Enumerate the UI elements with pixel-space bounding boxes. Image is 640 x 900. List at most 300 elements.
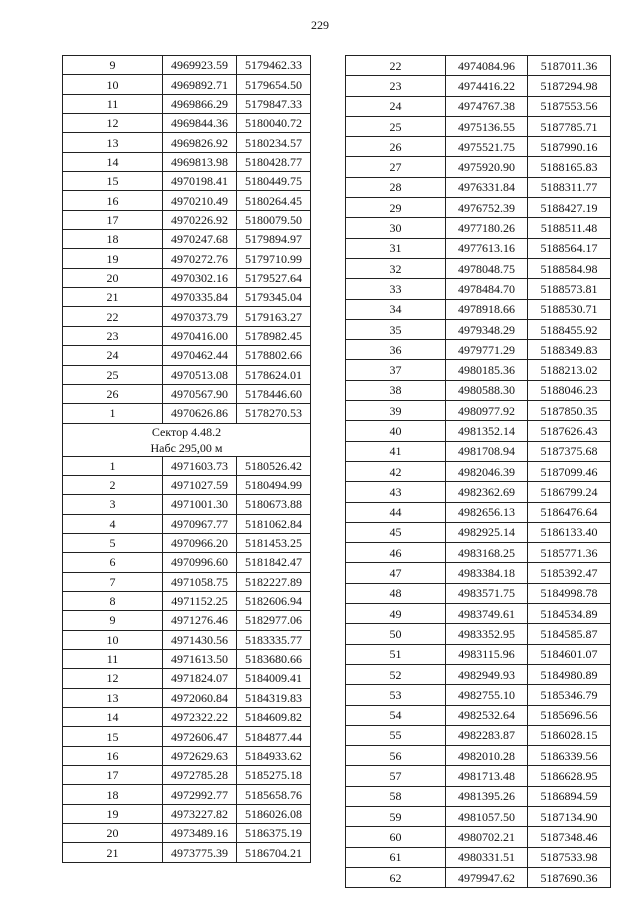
y-coordinate: 5178802.66 — [237, 346, 311, 365]
x-coordinate: 4970416.00 — [163, 326, 237, 345]
y-coordinate: 5188165.83 — [528, 157, 611, 177]
table-row — [346, 766, 611, 786]
table-row — [346, 96, 611, 116]
y-coordinate: 5186339.56 — [528, 746, 611, 766]
y-coordinate: 5188564.17 — [528, 238, 611, 258]
point-number: 14 — [63, 152, 163, 171]
y-coordinate: 5188349.83 — [528, 340, 611, 360]
x-coordinate: 4970335.84 — [163, 288, 237, 307]
point-number: 36 — [346, 340, 446, 360]
x-coordinate: 4971276.46 — [163, 611, 237, 630]
table-row — [63, 804, 311, 823]
table-row — [63, 114, 311, 133]
y-coordinate: 5185696.56 — [528, 705, 611, 725]
x-coordinate: 4982656.13 — [446, 502, 528, 522]
table-row — [63, 611, 311, 630]
point-number: 46 — [346, 543, 446, 563]
x-coordinate: 4974416.22 — [446, 76, 528, 96]
y-coordinate: 5180673.88 — [237, 495, 311, 514]
table-row — [63, 326, 311, 345]
table-row — [63, 456, 311, 475]
table-row — [346, 218, 611, 238]
y-coordinate: 5185392.47 — [528, 563, 611, 583]
y-coordinate: 5187990.16 — [528, 137, 611, 157]
point-number: 45 — [346, 522, 446, 542]
coordinates-table-left — [62, 55, 311, 863]
table-row — [63, 191, 311, 210]
table-row — [346, 116, 611, 136]
x-coordinate: 4976752.39 — [446, 198, 528, 218]
x-coordinate: 4979771.29 — [446, 340, 528, 360]
table-row — [63, 75, 311, 94]
x-coordinate: 4982949.93 — [446, 664, 528, 684]
table-row — [346, 482, 611, 502]
y-coordinate: 5187099.46 — [528, 461, 611, 481]
point-number: 7 — [63, 572, 163, 591]
table-row — [63, 288, 311, 307]
point-number: 55 — [346, 725, 446, 745]
y-coordinate: 5188046.23 — [528, 380, 611, 400]
table-row — [63, 152, 311, 171]
point-number: 29 — [346, 198, 446, 218]
y-coordinate: 5183680.66 — [237, 649, 311, 668]
y-coordinate: 5186133.40 — [528, 522, 611, 542]
point-number: 26 — [346, 137, 446, 157]
y-coordinate: 5187690.36 — [528, 867, 611, 887]
table-row — [346, 806, 611, 826]
point-number: 53 — [346, 685, 446, 705]
x-coordinate: 4978484.70 — [446, 279, 528, 299]
y-coordinate: 5184933.62 — [237, 746, 311, 765]
point-number: 57 — [346, 766, 446, 786]
x-coordinate: 4969892.71 — [163, 75, 237, 94]
point-number: 28 — [346, 177, 446, 197]
x-coordinate: 4974767.38 — [446, 96, 528, 116]
point-number: 30 — [346, 218, 446, 238]
x-coordinate: 4983168.25 — [446, 543, 528, 563]
table-row — [346, 563, 611, 583]
point-number: 22 — [63, 307, 163, 326]
x-coordinate: 4978048.75 — [446, 258, 528, 278]
point-number: 10 — [63, 75, 163, 94]
y-coordinate: 5180264.45 — [237, 191, 311, 210]
x-coordinate: 4981395.26 — [446, 786, 528, 806]
table-row — [63, 746, 311, 765]
point-number: 17 — [63, 766, 163, 785]
table-row — [63, 268, 311, 287]
y-coordinate: 5180526.42 — [237, 456, 311, 475]
y-coordinate: 5186476.64 — [528, 502, 611, 522]
y-coordinate: 5179847.33 — [237, 94, 311, 113]
table-row — [346, 157, 611, 177]
table-row — [346, 360, 611, 380]
x-coordinate: 4974084.96 — [446, 56, 528, 76]
y-coordinate: 5187553.56 — [528, 96, 611, 116]
table-row — [346, 198, 611, 218]
x-coordinate: 4977613.16 — [446, 238, 528, 258]
y-coordinate: 5179163.27 — [237, 307, 311, 326]
table-row — [63, 307, 311, 326]
point-number: 62 — [346, 867, 446, 887]
x-coordinate: 4983571.75 — [446, 583, 528, 603]
y-coordinate: 5182606.94 — [237, 591, 311, 610]
x-coordinate: 4971603.73 — [163, 456, 237, 475]
x-coordinate: 4980331.51 — [446, 847, 528, 867]
point-number: 20 — [63, 268, 163, 287]
table-row — [346, 583, 611, 603]
point-number: 26 — [63, 384, 163, 403]
point-number: 44 — [346, 502, 446, 522]
y-coordinate: 5182977.06 — [237, 611, 311, 630]
table-row — [63, 533, 311, 552]
y-coordinate: 5179654.50 — [237, 75, 311, 94]
point-number: 22 — [346, 56, 446, 76]
table-row — [63, 384, 311, 403]
table-row — [63, 514, 311, 533]
x-coordinate: 4975521.75 — [446, 137, 528, 157]
x-coordinate: 4972785.28 — [163, 766, 237, 785]
x-coordinate: 4970966.20 — [163, 533, 237, 552]
table-row — [346, 461, 611, 481]
table-row — [63, 56, 311, 75]
point-number: 32 — [346, 258, 446, 278]
x-coordinate: 4981713.48 — [446, 766, 528, 786]
y-coordinate: 5186894.59 — [528, 786, 611, 806]
y-coordinate: 5188573.81 — [528, 279, 611, 299]
point-number: 5 — [63, 533, 163, 552]
point-number: 18 — [63, 230, 163, 249]
point-number: 31 — [346, 238, 446, 258]
x-coordinate: 4982010.28 — [446, 746, 528, 766]
table-row — [346, 238, 611, 258]
point-number: 6 — [63, 553, 163, 572]
x-coordinate: 4980702.21 — [446, 827, 528, 847]
point-number: 4 — [63, 514, 163, 533]
x-coordinate: 4982046.39 — [446, 461, 528, 481]
point-number: 56 — [346, 746, 446, 766]
y-coordinate: 5179894.97 — [237, 230, 311, 249]
x-coordinate: 4971152.25 — [163, 591, 237, 610]
x-coordinate: 4982532.64 — [446, 705, 528, 725]
x-coordinate: 4982283.87 — [446, 725, 528, 745]
x-coordinate: 4971824.07 — [163, 669, 237, 688]
point-number: 61 — [346, 847, 446, 867]
point-number: 12 — [63, 114, 163, 133]
point-number: 15 — [63, 727, 163, 746]
point-number: 37 — [346, 360, 446, 380]
x-coordinate: 4970996.60 — [163, 553, 237, 572]
table-row — [346, 543, 611, 563]
point-number: 34 — [346, 299, 446, 319]
x-coordinate: 4981057.50 — [446, 806, 528, 826]
point-number: 24 — [63, 346, 163, 365]
table-row — [63, 591, 311, 610]
x-coordinate: 4981352.14 — [446, 421, 528, 441]
point-number: 50 — [346, 624, 446, 644]
x-coordinate: 4982925.14 — [446, 522, 528, 542]
y-coordinate: 5179710.99 — [237, 249, 311, 268]
table-row — [346, 664, 611, 684]
x-coordinate: 4979348.29 — [446, 319, 528, 339]
x-coordinate: 4972060.84 — [163, 688, 237, 707]
point-number: 59 — [346, 806, 446, 826]
y-coordinate: 5187533.98 — [528, 847, 611, 867]
point-number: 1 — [63, 456, 163, 475]
x-coordinate: 4970513.08 — [163, 365, 237, 384]
y-coordinate: 5182227.89 — [237, 572, 311, 591]
table-row — [346, 604, 611, 624]
table-row — [63, 230, 311, 249]
table-row — [346, 441, 611, 461]
table-row — [63, 824, 311, 843]
y-coordinate: 5186704.21 — [237, 843, 311, 862]
point-number: 54 — [346, 705, 446, 725]
y-coordinate: 5187785.71 — [528, 116, 611, 136]
x-coordinate: 4973227.82 — [163, 804, 237, 823]
x-coordinate: 4970247.68 — [163, 230, 237, 249]
point-number: 60 — [346, 827, 446, 847]
table-row — [346, 258, 611, 278]
x-coordinate: 4969813.98 — [163, 152, 237, 171]
table-row — [346, 847, 611, 867]
table-row — [346, 705, 611, 725]
table-row — [346, 401, 611, 421]
table-row — [63, 94, 311, 113]
table-row — [63, 649, 311, 668]
table-row — [63, 475, 311, 494]
y-coordinate: 5187134.90 — [528, 806, 611, 826]
y-coordinate: 5188427.19 — [528, 198, 611, 218]
x-coordinate: 4971027.59 — [163, 475, 237, 494]
y-coordinate: 5185275.18 — [237, 766, 311, 785]
table-row — [63, 630, 311, 649]
point-number: 19 — [63, 249, 163, 268]
y-coordinate: 5188311.77 — [528, 177, 611, 197]
y-coordinate: 5181062.84 — [237, 514, 311, 533]
x-coordinate: 4972322.22 — [163, 708, 237, 727]
point-number: 1 — [63, 404, 163, 423]
table-row — [63, 688, 311, 707]
point-number: 43 — [346, 482, 446, 502]
table-row — [346, 137, 611, 157]
point-number: 23 — [63, 326, 163, 345]
y-coordinate: 5180449.75 — [237, 172, 311, 191]
x-coordinate: 4975920.90 — [446, 157, 528, 177]
point-number: 21 — [63, 288, 163, 307]
page-number: 229 — [311, 18, 329, 32]
y-coordinate: 5178446.60 — [237, 384, 311, 403]
y-coordinate: 5185346.79 — [528, 685, 611, 705]
table-row — [346, 76, 611, 96]
y-coordinate: 5181842.47 — [237, 553, 311, 572]
y-coordinate: 5180428.77 — [237, 152, 311, 171]
point-number: 15 — [63, 172, 163, 191]
point-number: 35 — [346, 319, 446, 339]
x-coordinate: 4969844.36 — [163, 114, 237, 133]
x-coordinate: 4983115.96 — [446, 644, 528, 664]
y-coordinate: 5188511.48 — [528, 218, 611, 238]
table-row — [346, 522, 611, 542]
table-row — [346, 502, 611, 522]
point-number: 20 — [63, 824, 163, 843]
y-coordinate: 5184601.07 — [528, 644, 611, 664]
x-coordinate: 4970302.16 — [163, 268, 237, 287]
table-row — [63, 404, 311, 423]
y-coordinate: 5180234.57 — [237, 133, 311, 152]
table-row — [63, 172, 311, 191]
point-number: 48 — [346, 583, 446, 603]
y-coordinate: 5179527.64 — [237, 268, 311, 287]
y-coordinate: 5184998.78 — [528, 583, 611, 603]
sector-title: Сектор 4.48.2 — [151, 424, 222, 439]
x-coordinate: 4970967.77 — [163, 514, 237, 533]
table-row — [346, 644, 611, 664]
y-coordinate: 5180040.72 — [237, 114, 311, 133]
table-row — [63, 708, 311, 727]
table-row — [346, 725, 611, 745]
table-row — [346, 279, 611, 299]
table-row — [346, 56, 611, 76]
table-row — [346, 786, 611, 806]
x-coordinate: 4980588.30 — [446, 380, 528, 400]
point-number: 40 — [346, 421, 446, 441]
y-coordinate: 5185658.76 — [237, 785, 311, 804]
table-row — [63, 365, 311, 384]
x-coordinate: 4972992.77 — [163, 785, 237, 804]
y-coordinate: 5184609.82 — [237, 708, 311, 727]
x-coordinate: 4975136.55 — [446, 116, 528, 136]
x-coordinate: 4976331.84 — [446, 177, 528, 197]
y-coordinate: 5187375.68 — [528, 441, 611, 461]
y-coordinate: 5184877.44 — [237, 727, 311, 746]
point-number: 25 — [346, 116, 446, 136]
table-row — [346, 746, 611, 766]
table-row — [346, 319, 611, 339]
y-coordinate: 5185771.36 — [528, 543, 611, 563]
point-number: 27 — [346, 157, 446, 177]
y-coordinate: 5184585.87 — [528, 624, 611, 644]
x-coordinate: 4982362.69 — [446, 482, 528, 502]
y-coordinate: 5187011.36 — [528, 56, 611, 76]
x-coordinate: 4971430.56 — [163, 630, 237, 649]
x-coordinate: 4977180.26 — [446, 218, 528, 238]
x-coordinate: 4970626.86 — [163, 404, 237, 423]
table-row — [63, 553, 311, 572]
x-coordinate: 4971058.75 — [163, 572, 237, 591]
table-row — [346, 624, 611, 644]
x-coordinate: 4969826.92 — [163, 133, 237, 152]
x-coordinate: 4983749.61 — [446, 604, 528, 624]
x-coordinate: 4970272.76 — [163, 249, 237, 268]
x-coordinate: 4980185.36 — [446, 360, 528, 380]
table-row — [63, 785, 311, 804]
y-coordinate: 5186628.95 — [528, 766, 611, 786]
y-coordinate: 5187626.43 — [528, 421, 611, 441]
x-coordinate: 4973489.16 — [163, 824, 237, 843]
x-coordinate: 4972606.47 — [163, 727, 237, 746]
y-coordinate: 5186028.15 — [528, 725, 611, 745]
sector-header-row — [63, 423, 311, 456]
table-row — [346, 340, 611, 360]
point-number: 38 — [346, 380, 446, 400]
point-number: 41 — [346, 441, 446, 461]
x-coordinate: 4970210.49 — [163, 191, 237, 210]
x-coordinate: 4973775.39 — [163, 843, 237, 862]
point-number: 3 — [63, 495, 163, 514]
y-coordinate: 5178270.53 — [237, 404, 311, 423]
table-row — [346, 685, 611, 705]
point-number: 25 — [63, 365, 163, 384]
x-coordinate: 4971613.50 — [163, 649, 237, 668]
x-coordinate: 4981708.94 — [446, 441, 528, 461]
table-row — [346, 867, 611, 887]
x-coordinate: 4983384.18 — [446, 563, 528, 583]
x-coordinate: 4970226.92 — [163, 210, 237, 229]
table-row — [63, 495, 311, 514]
y-coordinate: 5181453.25 — [237, 533, 311, 552]
point-number: 12 — [63, 669, 163, 688]
point-number: 49 — [346, 604, 446, 624]
point-number: 11 — [63, 94, 163, 113]
point-number: 9 — [63, 56, 163, 75]
table-row — [346, 421, 611, 441]
y-coordinate: 5186799.24 — [528, 482, 611, 502]
x-coordinate: 4970198.41 — [163, 172, 237, 191]
point-number: 24 — [346, 96, 446, 116]
point-number: 18 — [63, 785, 163, 804]
x-coordinate: 4980977.92 — [446, 401, 528, 421]
y-coordinate: 5188530.71 — [528, 299, 611, 319]
x-coordinate: 4969866.29 — [163, 94, 237, 113]
y-coordinate: 5184009.41 — [237, 669, 311, 688]
y-coordinate: 5184980.89 — [528, 664, 611, 684]
point-number: 9 — [63, 611, 163, 630]
point-number: 21 — [63, 843, 163, 862]
x-coordinate: 4983352.95 — [446, 624, 528, 644]
point-number: 52 — [346, 664, 446, 684]
x-coordinate: 4972629.63 — [163, 746, 237, 765]
point-number: 17 — [63, 210, 163, 229]
table-row — [63, 346, 311, 365]
x-coordinate: 4970462.44 — [163, 346, 237, 365]
x-coordinate: 4979947.62 — [446, 867, 528, 887]
y-coordinate: 5187850.35 — [528, 401, 611, 421]
y-coordinate: 5180494.99 — [237, 475, 311, 494]
point-number: 13 — [63, 133, 163, 152]
point-number: 13 — [63, 688, 163, 707]
point-number: 47 — [346, 563, 446, 583]
y-coordinate: 5178624.01 — [237, 365, 311, 384]
y-coordinate: 5183335.77 — [237, 630, 311, 649]
table-row — [63, 843, 311, 862]
y-coordinate: 5186026.08 — [237, 804, 311, 823]
y-coordinate: 5178982.45 — [237, 326, 311, 345]
point-number: 16 — [63, 191, 163, 210]
y-coordinate: 5179345.04 — [237, 288, 311, 307]
table-row — [63, 572, 311, 591]
sector-header — [63, 423, 311, 456]
table-row — [63, 727, 311, 746]
y-coordinate: 5179462.33 — [237, 56, 311, 75]
y-coordinate: 5188213.02 — [528, 360, 611, 380]
coordinates-table-right — [345, 55, 611, 888]
x-coordinate: 4978918.66 — [446, 299, 528, 319]
y-coordinate: 5184319.83 — [237, 688, 311, 707]
table-row — [346, 299, 611, 319]
point-number: 2 — [63, 475, 163, 494]
point-number: 19 — [63, 804, 163, 823]
table-row — [63, 133, 311, 152]
